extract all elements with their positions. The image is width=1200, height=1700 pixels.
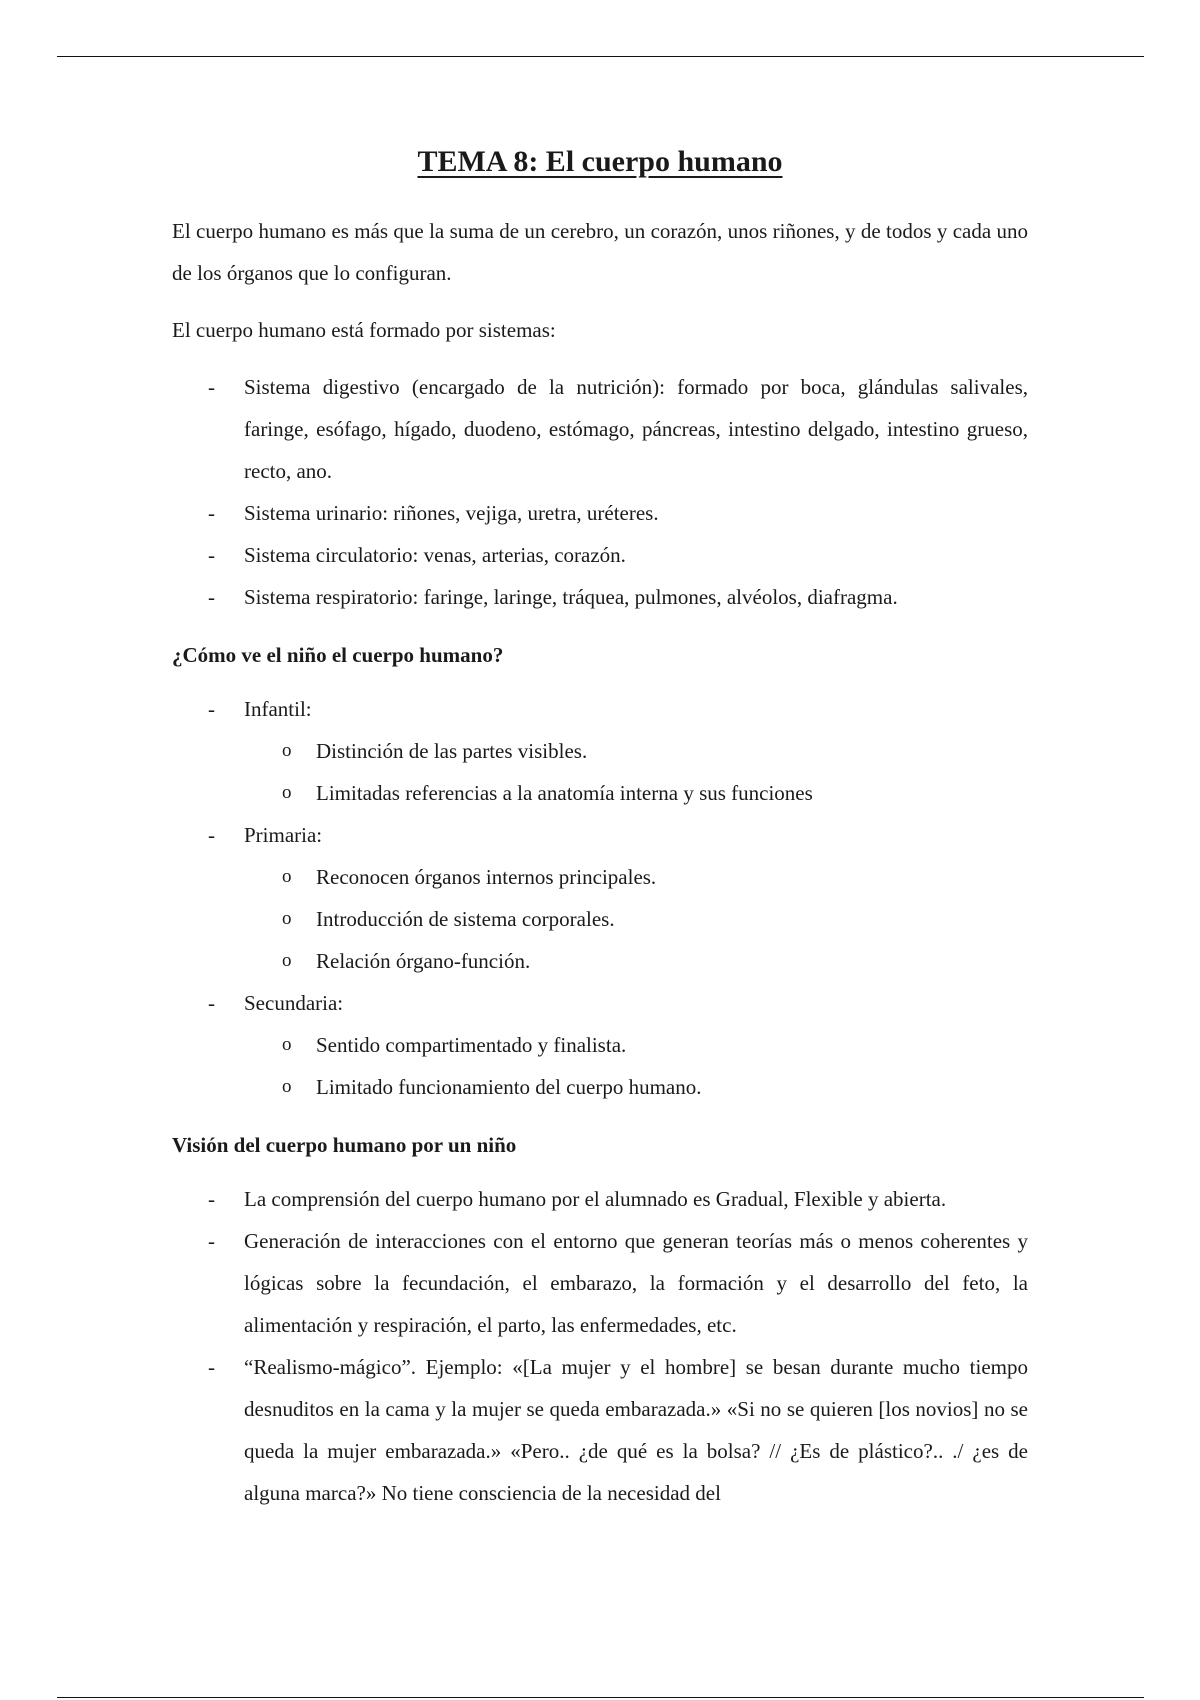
list-item: - Sistema urinario: riñones, vejiga, uretra, uréteres. [172, 492, 1028, 534]
stage-label: Primaria: [244, 823, 323, 847]
section-heading: Visión del cuerpo humano por un niño [172, 1133, 517, 1157]
vision-list [172, 1178, 1028, 1514]
systems-list [172, 366, 1028, 618]
stage-sublist [244, 730, 1028, 814]
list-item: - Generación de interacciones con el entorno que generan teorías más o menos coherentes y lógicas sobre la fecundación, el embarazo, la formación y el desarrollo del feto, la alimentación y respiración, el parto, las enfermedades, etc. [172, 1220, 1028, 1346]
list-item: - Sistema respiratorio: faringe, laringe, tráquea, pulmones, alvéolos, diafragma. [172, 576, 1028, 618]
stage-label: Secundaria: [244, 991, 344, 1015]
list-item: o Limitado funcionamiento del cuerpo humano. [172, 1066, 1028, 1108]
stage-sublist [244, 856, 1028, 982]
list-item: o Limitadas referencias a la anatomía interna y sus funciones [172, 772, 1028, 814]
document-body [172, 140, 1028, 1530]
intro-paragraph: El cuerpo humano es más que la suma de un cerebro, un corazón, unos riñones, y de todos y cada uno de los órganos que lo configuran. [172, 219, 1028, 285]
stage-sublist [244, 1024, 1028, 1108]
stage-item [172, 814, 1028, 982]
list-item: o Distinción de las partes visibles. [172, 730, 1028, 772]
list-item: o Introducción de sistema corporales. [172, 898, 1028, 940]
page-title: TEMA 8: El cuerpo humano [417, 145, 783, 178]
systems-intro: El cuerpo humano está formado por sistemas: [172, 318, 556, 342]
top-rule [57, 56, 1144, 57]
stage-item [172, 688, 1028, 814]
list-item: - Sistema digestivo (encargado de la nutrición): formado por boca, glándulas salivales, faringe, esófago, hígado, duodeno, estómago, páncreas, intestino delgado, intestino grueso, recto, ano. [172, 366, 1028, 492]
list-item: o Sentido compartimentado y finalista. [172, 1024, 1028, 1066]
list-item: o Reconocen órganos internos principales. [172, 856, 1028, 898]
bottom-rule [57, 1697, 1144, 1698]
list-item: o Relación órgano-función. [172, 940, 1028, 982]
stage-item [172, 982, 1028, 1108]
section-heading: ¿Cómo ve el niño el cuerpo humano? [172, 643, 504, 667]
list-item: - “Realismo-mágico”. Ejemplo: «[La mujer y el hombre] se besan durante mucho tiempo desnuditos en la cama y la mujer se queda embarazada.» «Si no se quieren [los novios] no se queda la mujer embarazada.» «Pero.. ¿de qué es la bolsa? // ¿Es de plástico?.. ./ ¿es de alguna marca?» No tiene consciencia de la necesidad del [172, 1346, 1028, 1514]
stage-label: Infantil: [244, 697, 312, 721]
list-item: - Sistema circulatorio: venas, arterias, corazón. [172, 534, 1028, 576]
list-item: - La comprensión del cuerpo humano por el alumnado es Gradual, Flexible y abierta. [172, 1178, 1028, 1220]
stages-list [172, 688, 1028, 1108]
